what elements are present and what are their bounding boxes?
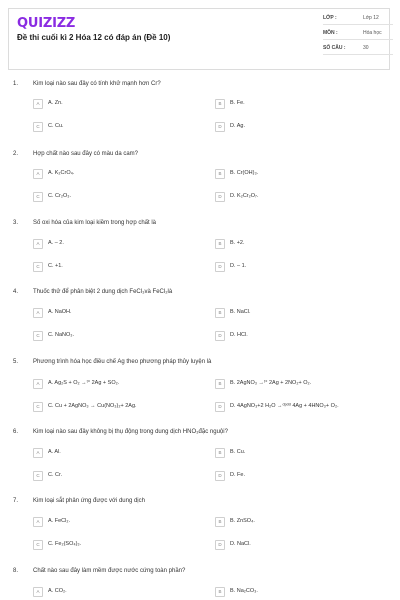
option-text: D. 4AgNO₃+2 H₂O →ᵈᵖᵈᵈ 4Ag + 4HNO₃+ O₂. (230, 403, 339, 409)
page-title: Đề thi cuối kì 2 Hóa 12 có đáp án (Đề 10) (17, 33, 171, 42)
option-text: C. Cu. (48, 123, 64, 129)
option-text: D. K₂Cr₂O₇. (230, 193, 259, 199)
question-text: Phương trình hóa học điều chế Ag theo phương pháp thủy luyện là (33, 359, 212, 365)
option-letter-box: A (33, 169, 43, 179)
option-letter-box: A (33, 379, 43, 389)
option-text: A. Ag₂S + O₂ →ᵗ° 2Ag + SO₂. (48, 380, 120, 386)
option-text: C. Fe₂(SO₄)₃. (48, 541, 82, 547)
option-text: A. Al. (48, 449, 61, 455)
meta-subject-label: MÔN : (323, 30, 338, 36)
question-number: 1. (13, 81, 19, 87)
option-letter-box: A (33, 308, 43, 318)
option-text: A. NaOH. (48, 309, 72, 315)
question-number: 4. (13, 289, 19, 295)
option-letter-box: C (33, 122, 43, 132)
meta-divider (323, 24, 393, 25)
option-letter-box: A (33, 448, 43, 458)
option-letter-box: D (215, 402, 225, 412)
option-text: B. ZnSO₄. (230, 518, 255, 524)
option-text: C. NaNO₃. (48, 332, 75, 338)
option-letter-box: C (33, 540, 43, 550)
meta-subject (323, 28, 393, 40)
option-text: D. HCl. (230, 332, 248, 338)
meta-count-value: 30 (363, 45, 369, 51)
option-letter-box: A (33, 517, 43, 527)
option-text: D. Ag. (230, 123, 245, 129)
meta-grade (323, 13, 393, 25)
quiz-header (8, 8, 390, 70)
option-text: C. Cr₂O₃. (48, 193, 72, 199)
question-number: 5. (13, 359, 19, 365)
option-letter-box: B (215, 517, 225, 527)
question-text: Kim loại sắt phản ứng được với dung dịch (33, 498, 145, 504)
option-text: A. – 2. (48, 240, 64, 246)
question-text: Chất nào sau đây làm mềm được nước cứng toàn phần? (33, 568, 186, 574)
option-letter-box: D (215, 192, 225, 202)
meta-grade-label: LỚP : (323, 15, 337, 21)
option-letter-box: C (33, 331, 43, 341)
option-text: A. K₂CrO₄. (48, 170, 75, 176)
option-letter-box: C (33, 262, 43, 272)
option-text: C. Cr. (48, 472, 63, 478)
meta-divider (323, 54, 393, 55)
question-number: 7. (13, 498, 19, 504)
option-text: B. NaCl. (230, 309, 251, 315)
option-text: B. +2. (230, 240, 245, 246)
option-text: B. Cr(OH)₃. (230, 170, 259, 176)
option-text: C. Cu + 2AgNO₃ → Cu(NO₃)₂+ 2Ag. (48, 403, 137, 409)
option-letter-box: A (33, 239, 43, 249)
option-letter-box: B (215, 239, 225, 249)
option-text: D. – 1. (230, 263, 247, 269)
option-text: A. FeCl₂. (48, 518, 70, 524)
option-text: B. Fe. (230, 100, 245, 106)
question-number: 2. (13, 151, 19, 157)
option-letter-box: B (215, 308, 225, 318)
option-letter-box: C (33, 192, 43, 202)
option-text: A. CO₂. (48, 588, 67, 594)
meta-grade-value: Lớp 12 (363, 15, 379, 21)
option-letter-box: B (215, 379, 225, 389)
option-letter-box: C (33, 402, 43, 412)
quizizz-logo: QUIZIZZ (17, 16, 76, 31)
option-letter-box: C (33, 471, 43, 481)
question-text: Số oxi hóa của kim loại kiềm trong hợp chất là (33, 220, 156, 226)
option-text: B. Na₂CO₃. (230, 588, 258, 594)
meta-count-label: SỐ CÂU : (323, 45, 346, 51)
question-number: 8. (13, 568, 19, 574)
question-text: Kim loại nào sau đây không bị thụ động trong dung dịch HNO₃đặc nguội? (33, 429, 228, 435)
option-text: A. Zn. (48, 100, 63, 106)
option-text: C. +1. (48, 263, 63, 269)
option-text: B. Cu. (230, 449, 246, 455)
option-text: B. 2AgNO₃ →ᵗ° 2Ag + 2NO₂+ O₂. (230, 380, 312, 386)
question-text: Kim loại nào sau đây có tính khử mạnh hơn Cr? (33, 81, 161, 87)
option-letter-box: D (215, 540, 225, 550)
option-text: D. NaCl. (230, 541, 251, 547)
question-number: 3. (13, 220, 19, 226)
option-text: D. Fe. (230, 472, 245, 478)
option-letter-box: B (215, 169, 225, 179)
question-text: Thuốc thử để phân biệt 2 dung dịch FeCl₃và FeCl₂là (33, 289, 173, 295)
option-letter-box: D (215, 331, 225, 341)
question-number: 6. (13, 429, 19, 435)
option-letter-box: D (215, 262, 225, 272)
option-letter-box: A (33, 587, 43, 597)
meta-divider (323, 39, 393, 40)
option-letter-box: A (33, 99, 43, 109)
meta-count (323, 43, 393, 55)
option-letter-box: D (215, 122, 225, 132)
option-letter-box: B (215, 99, 225, 109)
meta-subject-value: Hóa học (363, 30, 382, 36)
question-text: Hợp chất nào sau đây có màu da cam? (33, 151, 138, 157)
option-letter-box: B (215, 587, 225, 597)
option-letter-box: B (215, 448, 225, 458)
option-letter-box: D (215, 471, 225, 481)
